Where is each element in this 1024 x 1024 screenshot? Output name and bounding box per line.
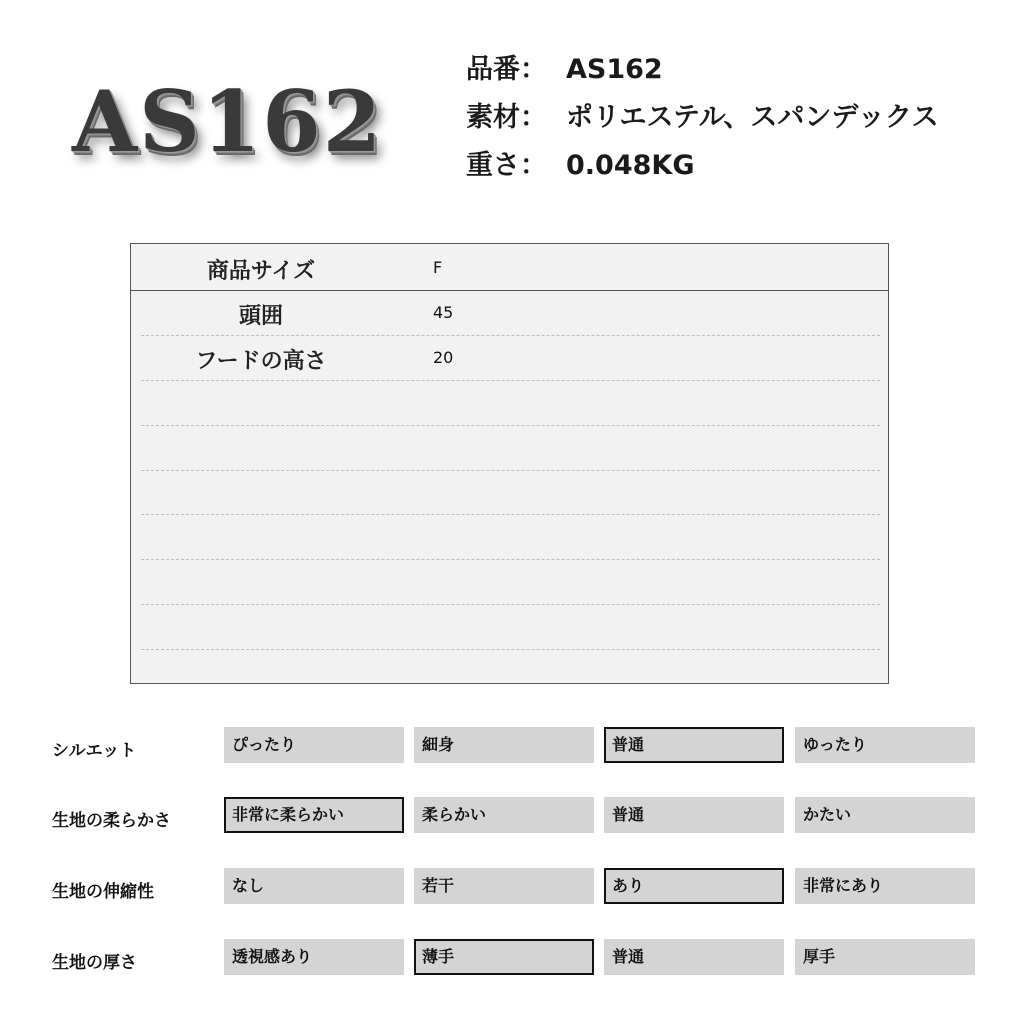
spec-value: AS162	[566, 54, 663, 85]
table-row	[141, 291, 880, 336]
table-row	[141, 515, 880, 560]
attr-option: なし	[224, 868, 404, 904]
attr-label-silhouette: シルエット	[52, 741, 137, 761]
spec-label: 重さ：	[466, 150, 547, 181]
table-row	[141, 426, 880, 471]
table-row	[141, 381, 880, 426]
attr-option-selected: 非常に柔らかい	[224, 797, 404, 833]
attr-option: 普通	[604, 797, 784, 833]
attr-option-selected: 普通	[604, 727, 784, 763]
attr-option: かたい	[795, 797, 975, 833]
table-row	[141, 560, 880, 605]
attr-option: ぴったり	[224, 727, 404, 763]
product-logo: AS162	[72, 72, 384, 171]
table-row	[141, 605, 880, 650]
size-row-label: 頭囲	[238, 304, 283, 329]
attr-label-stretch: 生地の伸縮性	[52, 882, 154, 902]
spec-value: ポリエステル、スパンデックス	[566, 102, 939, 133]
size-table-header	[131, 244, 888, 291]
table-row	[141, 470, 880, 515]
attr-option: 細身	[414, 727, 594, 763]
spec-value: 0.048KG	[566, 150, 695, 181]
spec-row-product-number	[466, 46, 939, 94]
attr-option: 非常にあり	[795, 868, 975, 904]
attr-label-thickness: 生地の厚さ	[52, 953, 137, 973]
attr-option: 透視感あり	[224, 939, 404, 975]
size-row-value: 20	[433, 348, 454, 367]
size-header-label: 商品サイズ	[206, 259, 316, 284]
spec-list	[466, 46, 939, 190]
table-row	[141, 336, 880, 381]
spec-row-material	[466, 94, 939, 142]
attr-option-selected: あり	[604, 868, 784, 904]
attr-option: ゆったり	[795, 727, 975, 763]
attr-option-selected: 薄手	[414, 939, 594, 975]
size-table	[130, 243, 889, 684]
attr-option: 厚手	[795, 939, 975, 975]
spec-label: 素材：	[466, 102, 547, 133]
attr-option: 柔らかい	[414, 797, 594, 833]
size-row-value: 45	[433, 303, 454, 322]
attr-label-softness: 生地の柔らかさ	[52, 811, 171, 831]
attr-option: 若干	[414, 868, 594, 904]
size-header-value: F	[433, 258, 443, 277]
size-row-label: フードの高さ	[195, 349, 327, 374]
spec-row-weight	[466, 142, 939, 190]
attr-option: 普通	[604, 939, 784, 975]
spec-label: 品番：	[466, 54, 547, 85]
